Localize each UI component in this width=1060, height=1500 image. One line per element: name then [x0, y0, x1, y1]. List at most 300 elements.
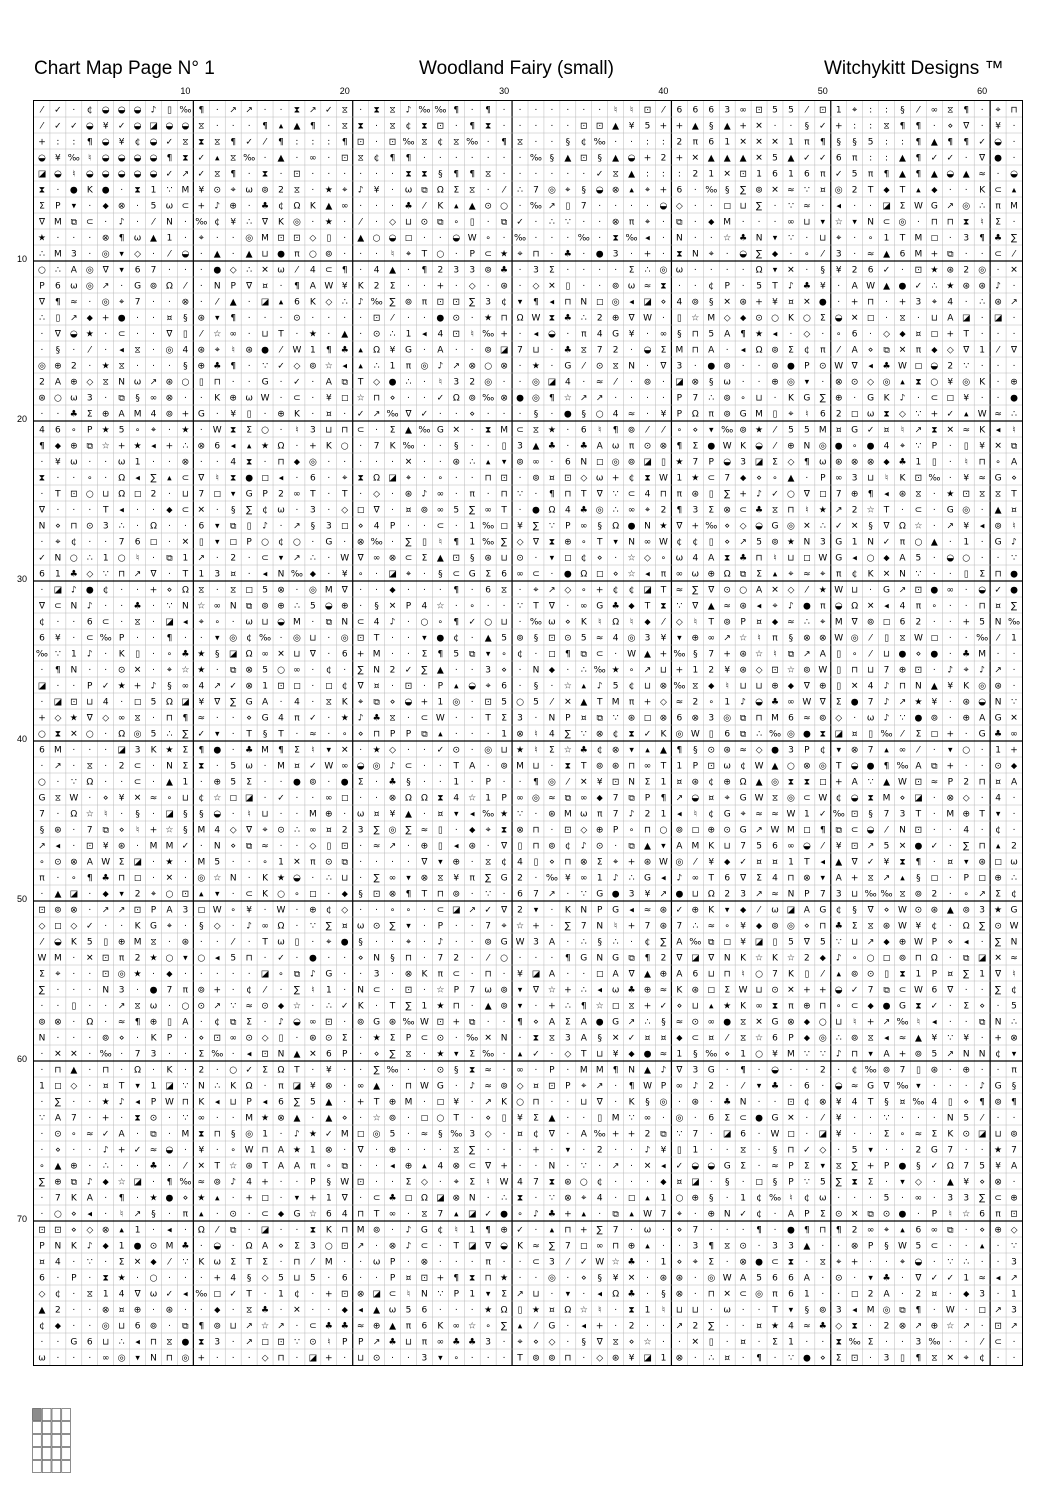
stitch-symbol: ✕: [866, 601, 875, 612]
stitch-symbol: ◇: [914, 1177, 922, 1188]
stitch-symbol: ·: [295, 809, 299, 820]
stitch-symbol: ·: [375, 1273, 379, 1284]
stitch-symbol: +: [149, 585, 158, 596]
stitch-symbol: ◇: [261, 1273, 269, 1284]
stitch-symbol: ¶: [628, 1081, 635, 1092]
stitch-symbol: ▯: [915, 1065, 921, 1076]
stitch-symbol: ·: [614, 265, 618, 276]
stitch-symbol: 6: [294, 297, 300, 308]
stitch-symbol: 7: [947, 1145, 954, 1156]
stitch-symbol: A: [803, 1273, 810, 1284]
stitch-symbol: ⊓: [930, 217, 938, 228]
stitch-symbol: ⬥: [102, 1241, 109, 1252]
stitch-symbol: ¥: [660, 1145, 667, 1156]
stitch-symbol: ·: [550, 409, 554, 420]
stitch-symbol: ♮: [311, 745, 315, 756]
stitch-symbol: ‰: [386, 1065, 399, 1076]
stitch-symbol: §: [709, 377, 714, 388]
stitch-symbol: ★: [372, 745, 381, 756]
stitch-symbol: ⧖: [134, 345, 141, 356]
stitch-symbol: ‰: [243, 153, 256, 164]
stitch-symbol: ·: [1012, 809, 1016, 820]
stitch-symbol: ∞: [675, 569, 684, 580]
stitch-symbol: 2: [469, 377, 476, 388]
stitch-symbol: 1: [660, 1193, 667, 1204]
stitch-symbol: ⊗: [691, 377, 700, 388]
stitch-symbol: ·: [375, 905, 379, 916]
stitch-symbol: ¥: [963, 473, 970, 484]
stitch-symbol: T: [294, 1065, 300, 1076]
stitch-symbol: A: [469, 761, 476, 772]
stitch-symbol: ⋄: [501, 665, 507, 676]
stitch-symbol: ↗: [643, 665, 652, 676]
stitch-symbol: ∘: [230, 905, 237, 916]
stitch-symbol: Σ: [421, 649, 428, 660]
stitch-symbol: ⁄: [646, 425, 649, 436]
stitch-symbol: ·: [407, 617, 410, 628]
stitch-symbol: ⊂: [452, 569, 461, 580]
stitch-symbol: ▴: [1011, 185, 1017, 196]
stitch-symbol: ★: [691, 473, 700, 484]
stitch-symbol: ·: [168, 521, 171, 532]
stitch-symbol: 2: [835, 409, 842, 420]
stitch-symbol: ⊡: [914, 665, 923, 676]
stitch-symbol: ·: [853, 233, 857, 244]
stitch-symbol: ✓: [245, 1065, 253, 1076]
stitch-symbol: 3: [692, 1065, 699, 1076]
stitch-symbol: ▲: [293, 121, 301, 132]
stitch-symbol: ∴: [580, 985, 587, 996]
stitch-symbol: ·: [391, 633, 394, 644]
stitch-symbol: §: [693, 745, 698, 756]
stitch-symbol: 1: [740, 1193, 746, 1204]
stitch-symbol: ·: [502, 1257, 506, 1268]
stitch-symbol: ●: [149, 985, 158, 996]
stitch-symbol: ♪: [979, 665, 986, 676]
stitch-symbol: ⬥: [628, 601, 635, 612]
stitch-symbol: M: [691, 841, 700, 852]
stitch-symbol: ·: [231, 249, 235, 260]
stitch-symbol: ·: [438, 1305, 442, 1316]
stitch-symbol: 2: [150, 489, 157, 500]
stitch-symbol: ⊚: [627, 425, 636, 436]
stitch-symbol: ▲: [883, 281, 891, 292]
stitch-symbol: ⬥: [931, 185, 938, 196]
stitch-symbol: ✓: [914, 281, 923, 292]
stitch-symbol: ⊚: [404, 297, 413, 308]
stitch-symbol: N: [580, 905, 588, 916]
stitch-symbol: ⊓: [564, 1225, 572, 1236]
stitch-symbol: +: [723, 649, 731, 660]
stitch-symbol: ▯: [947, 1097, 953, 1108]
stitch-symbol: ⊛: [691, 489, 700, 500]
stitch-symbol: ◂: [836, 201, 842, 212]
stitch-symbol: ▲: [723, 121, 731, 132]
stitch-symbol: ▴: [708, 1001, 714, 1012]
stitch-symbol: ·: [757, 217, 761, 228]
stitch-symbol: ‰: [768, 729, 782, 740]
stitch-symbol: +: [309, 441, 317, 452]
stitch-symbol: ·: [152, 329, 155, 340]
stitch-symbol: ·: [853, 713, 857, 724]
stitch-symbol: ⧉: [293, 969, 301, 980]
stitch-symbol: ⧉: [835, 825, 842, 836]
stitch-symbol: ★: [436, 1001, 445, 1012]
stitch-symbol: ·: [948, 601, 952, 612]
stitch-symbol: ★: [930, 265, 939, 276]
stitch-symbol: 2: [963, 777, 970, 788]
stitch-symbol: ⧗: [230, 425, 237, 436]
stitch-symbol: 2: [708, 665, 715, 676]
stitch-symbol: ·: [757, 1305, 761, 1316]
stitch-symbol: ◒: [69, 329, 78, 340]
stitch-symbol: 2: [692, 169, 699, 180]
stitch-symbol: §: [597, 1033, 602, 1044]
stitch-symbol: π: [867, 169, 874, 180]
stitch-symbol: ·: [375, 217, 379, 228]
stitch-symbol: ·: [88, 793, 92, 804]
stitch-symbol: 6: [692, 969, 699, 980]
stitch-symbol: ♣: [898, 457, 907, 468]
stitch-symbol: +: [755, 297, 763, 308]
stitch-symbol: ⊔: [851, 889, 859, 900]
stitch-symbol: ∴: [628, 873, 635, 884]
stitch-symbol: ·: [789, 329, 793, 340]
stitch-symbol: ·: [311, 393, 315, 404]
stitch-symbol: 6: [772, 169, 778, 180]
stitch-symbol: §: [724, 185, 730, 196]
stitch-symbol: ·: [263, 777, 267, 788]
stitch-symbol: ⊗: [819, 633, 827, 644]
stitch-symbol: ·: [470, 441, 474, 452]
stitch-symbol: 2: [867, 1289, 874, 1300]
stitch-symbol: ⊡: [564, 473, 572, 484]
stitch-symbol: 6: [86, 1337, 93, 1348]
stitch-symbol: ⊙: [197, 1001, 206, 1012]
stitch-symbol: ⌖: [581, 1081, 587, 1092]
stitch-symbol: ·: [630, 137, 634, 148]
stitch-symbol: ⊕: [277, 409, 285, 420]
stitch-symbol: ·: [693, 1353, 697, 1364]
stitch-symbol: ⋄: [533, 1017, 539, 1028]
stitch-symbol: ·: [486, 1193, 490, 1204]
stitch-symbol: ·: [263, 1017, 267, 1028]
stitch-symbol: ≈: [1010, 953, 1018, 964]
stitch-symbol: ·: [693, 1289, 697, 1300]
stitch-symbol: ⊛: [627, 713, 636, 724]
stitch-symbol: ∵: [963, 361, 970, 372]
stitch-symbol: ◇: [86, 377, 94, 388]
stitch-symbol: ↗: [978, 889, 986, 900]
stitch-symbol: ◪: [643, 457, 652, 468]
stitch-symbol: 3: [485, 297, 492, 308]
stitch-symbol: ⊚: [914, 1049, 923, 1060]
stitch-symbol: ¥: [55, 153, 61, 164]
stitch-symbol: ⬥: [341, 889, 348, 900]
stitch-symbol: ○: [579, 1177, 588, 1188]
stitch-symbol: ≈: [930, 777, 939, 788]
stitch-symbol: ∇: [596, 1337, 603, 1348]
stitch-symbol: ·: [614, 553, 618, 564]
stitch-symbol: ∑: [469, 297, 476, 308]
stitch-symbol: ·: [662, 233, 665, 244]
stitch-symbol: M: [324, 585, 333, 596]
stitch-symbol: N: [723, 1209, 731, 1220]
stitch-symbol: ▴: [884, 745, 889, 756]
stitch-symbol: ⊗: [54, 1017, 62, 1028]
stitch-symbol: ·: [104, 537, 108, 548]
stitch-symbol: ·: [518, 361, 522, 372]
stitch-symbol: ·: [215, 1113, 219, 1124]
stitch-symbol: ·: [263, 793, 267, 804]
stitch-symbol: Σ: [772, 457, 778, 468]
stitch-symbol: ◻: [787, 1129, 795, 1140]
stitch-symbol: 6: [341, 649, 348, 660]
stitch-symbol: ∵: [612, 713, 619, 724]
stitch-symbol: ·: [757, 377, 761, 388]
stitch-symbol: ★: [547, 425, 556, 436]
stitch-symbol: ω: [819, 457, 827, 468]
stitch-symbol: ✓: [340, 1001, 349, 1012]
stitch-symbol: ¥: [835, 1129, 842, 1140]
stitch-symbol: ∵: [230, 1001, 237, 1012]
stitch-symbol: ⊓: [755, 553, 763, 564]
stitch-symbol: ¶: [118, 233, 125, 244]
stitch-symbol: ·: [295, 153, 299, 164]
stitch-symbol: ✕: [850, 681, 859, 692]
stitch-symbol: ·: [932, 793, 936, 804]
stitch-symbol: ‰: [482, 1049, 495, 1060]
stitch-symbol: ♪: [788, 281, 794, 292]
stitch-symbol: ★: [37, 233, 47, 244]
stitch-symbol: ✓: [484, 905, 492, 916]
stitch-symbol: ⧖: [899, 889, 906, 900]
stitch-symbol: ◂: [278, 473, 284, 484]
stitch-symbol: ∞: [309, 153, 317, 164]
stitch-symbol: ∘: [501, 649, 507, 660]
stitch-symbol: ‰: [545, 873, 558, 884]
stitch-symbol: ♣: [340, 345, 349, 356]
stitch-symbol: ·: [279, 169, 283, 180]
stitch-symbol: 6: [214, 441, 221, 452]
stitch-symbol: π: [628, 697, 635, 708]
stitch-symbol: ·: [566, 937, 570, 948]
stitch-symbol: ¢: [437, 137, 444, 148]
stitch-symbol: ⧉: [883, 345, 890, 356]
stitch-symbol: ♣: [611, 601, 620, 612]
stitch-symbol: 1: [325, 1193, 332, 1204]
stitch-symbol: ≈: [803, 713, 811, 724]
stitch-symbol: ‰: [896, 1017, 909, 1028]
stitch-symbol: ☆: [213, 793, 222, 804]
stitch-symbol: ⋄: [469, 409, 476, 420]
stitch-symbol: ¶: [676, 745, 683, 756]
stitch-symbol: ⊡: [277, 681, 285, 692]
stitch-symbol: +: [930, 249, 939, 260]
stitch-symbol: ·: [263, 105, 267, 116]
stitch-symbol: ◒: [707, 1161, 716, 1172]
stitch-symbol: ·: [375, 121, 379, 132]
stitch-symbol: ·: [375, 169, 379, 180]
stitch-symbol: ¶: [198, 1321, 205, 1332]
stitch-symbol: 5: [788, 425, 794, 436]
stitch-symbol: ·: [566, 1065, 570, 1076]
stitch-symbol: ·: [869, 585, 873, 596]
stitch-symbol: ·: [391, 681, 394, 692]
stitch-symbol: 7: [867, 985, 874, 996]
stitch-symbol: ⊕: [707, 825, 716, 836]
stitch-symbol: ◒: [468, 681, 477, 692]
stitch-symbol: ⊛: [946, 265, 955, 276]
stitch-symbol: π: [836, 569, 842, 580]
stitch-symbol: ∑: [389, 1049, 396, 1060]
stitch-symbol: ⁄: [41, 121, 43, 132]
stitch-symbol: ✓: [356, 409, 365, 420]
stitch-symbol: ∵: [182, 1081, 189, 1092]
stitch-symbol: 4: [851, 1097, 858, 1108]
stitch-symbol: ✕: [755, 137, 763, 148]
stitch-symbol: T: [214, 1161, 221, 1172]
stitch-symbol: ·: [773, 217, 777, 228]
stitch-symbol: ∑: [230, 697, 237, 708]
stitch-symbol: ⁄: [391, 313, 394, 324]
stitch-symbol: ·: [343, 1017, 347, 1028]
stitch-symbol: ▾: [438, 857, 443, 868]
stitch-symbol: ·: [948, 1017, 952, 1028]
stitch-symbol: ‰: [928, 1337, 941, 1348]
stitch-symbol: 5: [756, 1273, 762, 1284]
stitch-symbol: ⊓: [946, 217, 954, 228]
stitch-symbol: A: [1010, 457, 1018, 468]
stitch-symbol: ·: [502, 969, 506, 980]
stitch-symbol: ♣: [181, 649, 190, 660]
stitch-symbol: ·: [327, 553, 331, 564]
stitch-symbol: N: [978, 1049, 986, 1060]
stitch-symbol: ∴: [39, 249, 45, 260]
stitch-symbol: ⌖: [884, 1225, 890, 1236]
stitch-symbol: ·: [534, 713, 538, 724]
stitch-symbol: ≈: [994, 409, 1002, 420]
stitch-symbol: ∞: [580, 873, 588, 884]
stitch-symbol: Σ: [182, 745, 189, 756]
stitch-symbol: A: [580, 1033, 587, 1044]
stitch-symbol: ⊕: [1010, 1193, 1018, 1204]
stitch-symbol: ·: [885, 1257, 888, 1268]
stitch-symbol: ⊗: [245, 665, 253, 676]
stitch-symbol: ♣: [834, 921, 843, 932]
stitch-symbol: ¤: [580, 713, 587, 724]
stitch-symbol: ♪: [899, 393, 906, 404]
stitch-symbol: N: [691, 249, 699, 260]
stitch-symbol: ↗: [245, 1321, 253, 1332]
row-label-20: 20: [17, 414, 28, 424]
stitch-symbol: K: [198, 1257, 205, 1268]
stitch-symbol: ·: [534, 873, 538, 884]
stitch-symbol: ·: [534, 217, 538, 228]
stitch-symbol: ⊗: [595, 729, 604, 740]
stitch-symbol: 3: [676, 361, 683, 372]
stitch-symbol: ⊗: [452, 1193, 461, 1204]
stitch-symbol: K: [70, 1193, 77, 1204]
stitch-symbol: P: [405, 729, 412, 740]
stitch-symbol: §: [820, 265, 826, 276]
stitch-symbol: ∴: [804, 617, 810, 628]
stitch-symbol: ·: [199, 425, 203, 436]
stitch-symbol: ⊚: [723, 361, 731, 372]
stitch-symbol: ·: [215, 1209, 219, 1220]
stitch-symbol: 3: [708, 713, 715, 724]
stitch-symbol: ▲: [914, 1033, 922, 1044]
stitch-symbol: ·: [359, 905, 363, 916]
stitch-symbol: π: [692, 137, 699, 148]
stitch-symbol: ∵: [39, 1113, 45, 1124]
stitch-symbol: ¢: [86, 105, 93, 116]
stitch-symbol: ·: [168, 537, 171, 548]
stitch-symbol: ¢: [804, 1097, 810, 1108]
stitch-symbol: ♪: [979, 1081, 986, 1092]
stitch-symbol: ·: [598, 1209, 602, 1220]
stitch-symbol: ⊓: [341, 425, 349, 436]
stitch-symbol: ≈: [803, 1321, 811, 1332]
stitch-symbol: ·: [279, 697, 283, 708]
stitch-symbol: ·: [518, 777, 522, 788]
stitch-symbol: ‰: [195, 1289, 208, 1300]
stitch-symbol: G: [436, 425, 444, 436]
stitch-symbol: ★: [818, 505, 827, 516]
stitch-symbol: G: [261, 377, 269, 388]
stitch-symbol: A: [182, 1017, 189, 1028]
stitch-symbol: G: [771, 1017, 779, 1028]
stitch-symbol: ◎: [627, 633, 636, 644]
stitch-symbol: ∇: [915, 1273, 922, 1284]
stitch-symbol: ♮: [773, 553, 777, 564]
stitch-symbol: ⊂: [452, 969, 461, 980]
stitch-symbol: ⊔: [851, 937, 859, 948]
stitch-symbol: ω: [643, 1225, 652, 1236]
stitch-symbol: ·: [231, 1353, 235, 1364]
stitch-symbol: K: [437, 1321, 444, 1332]
stitch-symbol: ·: [391, 185, 394, 196]
stitch-symbol: +: [898, 297, 907, 308]
stitch-symbol: ·: [263, 153, 267, 164]
stitch-symbol: ≈: [86, 1129, 94, 1140]
stitch-symbol: ·: [56, 1337, 60, 1348]
stitch-symbol: ⬥: [309, 569, 317, 580]
stitch-symbol: ◇: [723, 313, 731, 324]
stitch-symbol: §: [709, 297, 714, 308]
stitch-symbol: 6: [564, 457, 571, 468]
stitch-symbol: ◒: [213, 1241, 222, 1252]
stitch-symbol: K: [740, 1001, 747, 1012]
stitch-symbol: ✕: [850, 313, 859, 324]
stitch-symbol: §: [1011, 1081, 1017, 1092]
stitch-symbol: ⊡: [755, 105, 763, 116]
stitch-symbol: ·: [375, 249, 379, 260]
stitch-symbol: ·: [470, 729, 474, 740]
stitch-symbol: ·: [40, 1209, 44, 1220]
stitch-symbol: ·: [311, 873, 315, 884]
stitch-symbol: ⊓: [118, 569, 126, 580]
stitch-symbol: ◎: [245, 1129, 254, 1140]
stitch-symbol: +: [38, 137, 46, 148]
stitch-symbol: ∇: [851, 361, 858, 372]
stitch-symbol: ♣: [468, 1337, 477, 1348]
stitch-symbol: ∵: [899, 713, 906, 724]
stitch-symbol: ⧉: [867, 1209, 874, 1220]
stitch-symbol: +: [532, 921, 540, 932]
stitch-symbol: π: [676, 489, 683, 500]
stitch-symbol: ◒: [850, 761, 859, 772]
